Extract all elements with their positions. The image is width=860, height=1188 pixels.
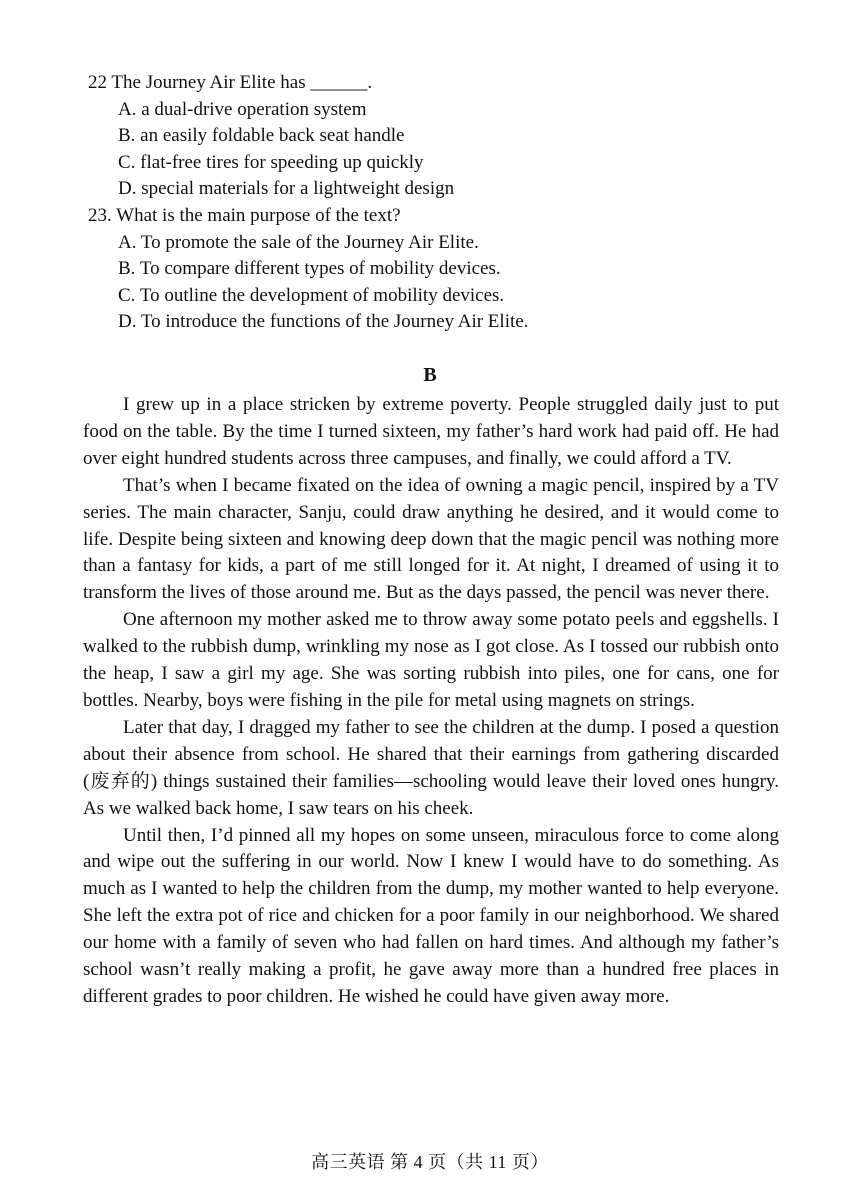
option-a: A. a dual-drive operation system [118,98,367,120]
question-stem: 23. What is the main purpose of the text? [88,204,401,226]
question-block [88,70,788,336]
option-list [88,97,788,203]
option-a: A. To promote the sale of the Journey Air Elite. [118,231,479,253]
paragraph: Until then, I’d pinned all my hopes on some unseen, miraculous force to come along and wipe out the suffering in our world. Now I knew I would have to do something. As much as I wanted to help the children from the dump, my mother wanted to help everyone. She left the extra pot of rice and chicken for a poor family in our neighborhood. We shared our home with a family of seven who had fallen on hard times. And although my father’s school wasn’t really making a profit, he gave away more than a hundred free places in different grades to poor children. He wished he could have given away more. [83,824,779,1007]
paragraph: One afternoon my mother asked me to throw away some potato peels and eggshells. I walked to the rubbish dump, wrinkling my nose as I got close. As I tossed our rubbish onto the heap, I saw a girl my age. She was sorting rubbish into piles, one for cans, one for bottles. Nearby, boys were fishing in the pile for metal using magnets on strings. [83,609,779,711]
paragraph: I grew up in a place stricken by extreme poverty. People struggled daily just to put food on the table. By the time I turned sixteen, my father’s hard work had paid off. He had over eight hundred students across three campuses, and finally, we could afford a TV. [83,394,779,469]
option-d: D. special materials for a lightweight design [118,178,455,200]
section-heading: B [423,364,437,386]
option-c: C. To outline the development of mobility devices. [118,284,505,306]
page-footer: 高三英语 第 4 页（共 11 页） [311,1152,549,1172]
option-d: D. To introduce the functions of the Journey Air Elite. [118,311,529,333]
option-b: B. an easily foldable back seat handle [118,125,405,147]
option-list [88,230,788,336]
paragraph: That’s when I became fixated on the idea of owning a magic pencil, inspired by a TV series. The main character, Sanju, could draw anything he desired, and it would come to life. Despite being sixteen and knowing deep down that the magic pencil was nothing more than a fantasy for kids, a part of me still longed for it. At night, I dreamed of using it to transform the lives of those around me. But as the days passed, the pencil was never there. [83,474,779,604]
reading-passage [83,392,779,1011]
question-stem: 22 The Journey Air Elite has ______. [88,72,373,93]
question-22 [88,70,788,203]
option-b: B. To compare different types of mobility devices. [118,258,501,280]
paragraph: Later that day, I dragged my father to see the children at the dump. I posed a question about their absence from school. He shared that their earnings from gathering discarded (废弃的) things sustained their families—schooling would leave their loved ones hungry. As we walked back home, I saw tears on his cheek. [83,716,779,819]
question-23 [88,203,788,336]
option-c: C. flat-free tires for speeding up quickly [118,151,424,173]
